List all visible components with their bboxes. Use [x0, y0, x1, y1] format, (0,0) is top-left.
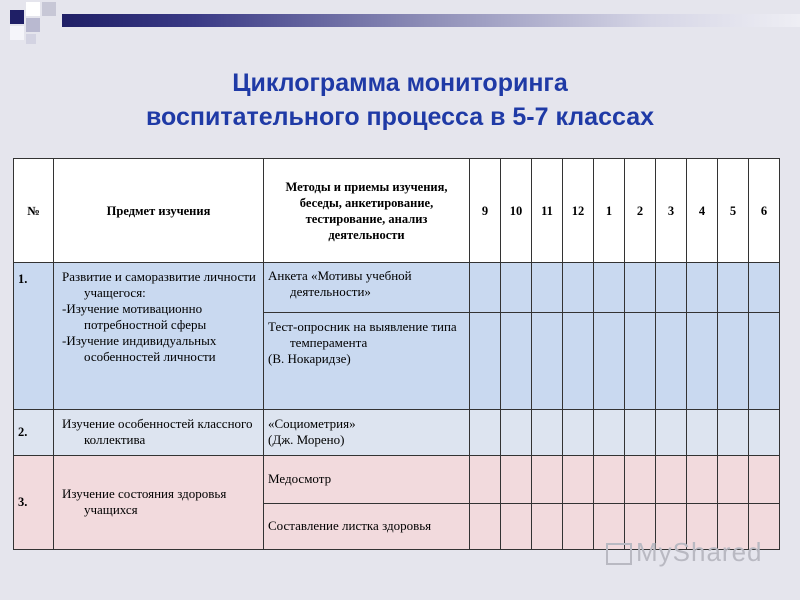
month-cell[interactable] — [501, 455, 532, 503]
row-method — [264, 409, 470, 455]
header-month: 3 — [656, 159, 687, 263]
month-cell[interactable] — [625, 263, 656, 313]
month-cell[interactable] — [563, 503, 594, 549]
presentation-icon — [606, 543, 632, 565]
row-subject — [54, 409, 264, 455]
month-cell[interactable] — [470, 503, 501, 549]
method-line: (В. Нокаридзе) — [268, 351, 351, 367]
decor-square-light — [26, 2, 40, 16]
method-line: Тест-опросник на выявление типа темперамента — [268, 319, 457, 351]
decor-square-lavender — [26, 18, 40, 32]
title-line-2: воспитательного процесса в 5-7 классах — [145, 103, 655, 131]
month-cell[interactable] — [625, 313, 656, 409]
month-cell[interactable] — [563, 409, 594, 455]
month-cell[interactable] — [532, 263, 563, 313]
method-line: Медосмотр — [268, 471, 332, 487]
monitoring-table — [13, 158, 780, 550]
header-month: 9 — [470, 159, 501, 263]
decor-square-pale — [26, 34, 36, 44]
month-cell[interactable] — [594, 455, 625, 503]
month-cell[interactable] — [594, 263, 625, 313]
month-cell[interactable] — [532, 409, 563, 455]
title-line-1: Циклограмма мониторинга — [232, 69, 568, 97]
month-cell[interactable] — [687, 313, 718, 409]
month-cell[interactable] — [625, 455, 656, 503]
subject-line: -Изучение индивидуальных особенностей личности — [62, 333, 217, 365]
row-number: 2. — [14, 409, 54, 455]
header-num: № — [14, 159, 54, 263]
slide-title — [0, 66, 800, 134]
header-subject: Предмет изучения — [54, 159, 264, 263]
subject-line: -Изучение мотивационно потребностной сферы — [62, 301, 207, 333]
row-number: 3. — [14, 455, 54, 549]
month-cell[interactable] — [594, 313, 625, 409]
header-row — [14, 159, 780, 263]
month-cell[interactable] — [718, 313, 749, 409]
month-cell[interactable] — [470, 409, 501, 455]
header-methods: Методы и приемы изучения, беседы, анкетирование, тестирование, анализ деятельности — [264, 159, 470, 263]
month-cell[interactable] — [563, 313, 594, 409]
decor-square-grey — [42, 2, 56, 16]
row-subject — [54, 455, 264, 549]
row-method — [264, 263, 470, 313]
month-cell[interactable] — [501, 263, 532, 313]
month-cell[interactable] — [749, 313, 780, 409]
month-cell[interactable] — [718, 263, 749, 313]
month-cell[interactable] — [656, 409, 687, 455]
header-month: 5 — [718, 159, 749, 263]
month-cell[interactable] — [563, 263, 594, 313]
row-method — [264, 455, 470, 503]
subject-line: Изучение особенностей классного коллектива — [62, 416, 253, 448]
row-number: 1. — [14, 263, 54, 409]
month-cell[interactable] — [749, 455, 780, 503]
month-cell[interactable] — [594, 409, 625, 455]
month-cell[interactable] — [470, 455, 501, 503]
month-cell[interactable] — [687, 409, 718, 455]
header-month: 10 — [501, 159, 532, 263]
header-gradient-bar — [62, 14, 800, 27]
month-cell[interactable] — [501, 313, 532, 409]
month-cell[interactable] — [656, 455, 687, 503]
month-cell[interactable] — [687, 263, 718, 313]
method-line: «Социометрия» — [268, 416, 356, 432]
row-method — [264, 503, 470, 549]
month-cell[interactable] — [501, 409, 532, 455]
table-row — [14, 455, 780, 503]
watermark — [606, 537, 763, 568]
row-subject — [54, 263, 264, 409]
month-cell[interactable] — [470, 313, 501, 409]
header-month: 11 — [532, 159, 563, 263]
month-cell[interactable] — [687, 455, 718, 503]
month-cell[interactable] — [656, 313, 687, 409]
watermark-text: MyShared — [636, 537, 763, 567]
month-cell[interactable] — [470, 263, 501, 313]
row-method — [264, 313, 470, 409]
month-cell[interactable] — [656, 263, 687, 313]
month-cell[interactable] — [718, 409, 749, 455]
header-month: 6 — [749, 159, 780, 263]
decor-square-navy — [10, 10, 24, 24]
month-cell[interactable] — [625, 409, 656, 455]
table-row — [14, 409, 780, 455]
month-cell[interactable] — [718, 455, 749, 503]
header-month: 1 — [594, 159, 625, 263]
month-cell[interactable] — [749, 409, 780, 455]
month-cell[interactable] — [749, 263, 780, 313]
subject-line: Изучение состояния здоровья учащихся — [62, 486, 227, 518]
method-line: Составление листка здоровья — [268, 518, 432, 534]
month-cell[interactable] — [532, 455, 563, 503]
month-cell[interactable] — [532, 313, 563, 409]
decor-square-white — [10, 26, 24, 40]
method-line: Анкета «Мотивы учебной деятельности» — [268, 268, 412, 300]
method-line: (Дж. Морено) — [268, 432, 345, 448]
subject-line: Развитие и саморазвитие личности учащегося: — [62, 269, 256, 301]
month-cell[interactable] — [532, 503, 563, 549]
header-month: 2 — [625, 159, 656, 263]
month-cell[interactable] — [501, 503, 532, 549]
header-month: 12 — [563, 159, 594, 263]
table-row — [14, 263, 780, 313]
month-cell[interactable] — [563, 455, 594, 503]
header-month: 4 — [687, 159, 718, 263]
